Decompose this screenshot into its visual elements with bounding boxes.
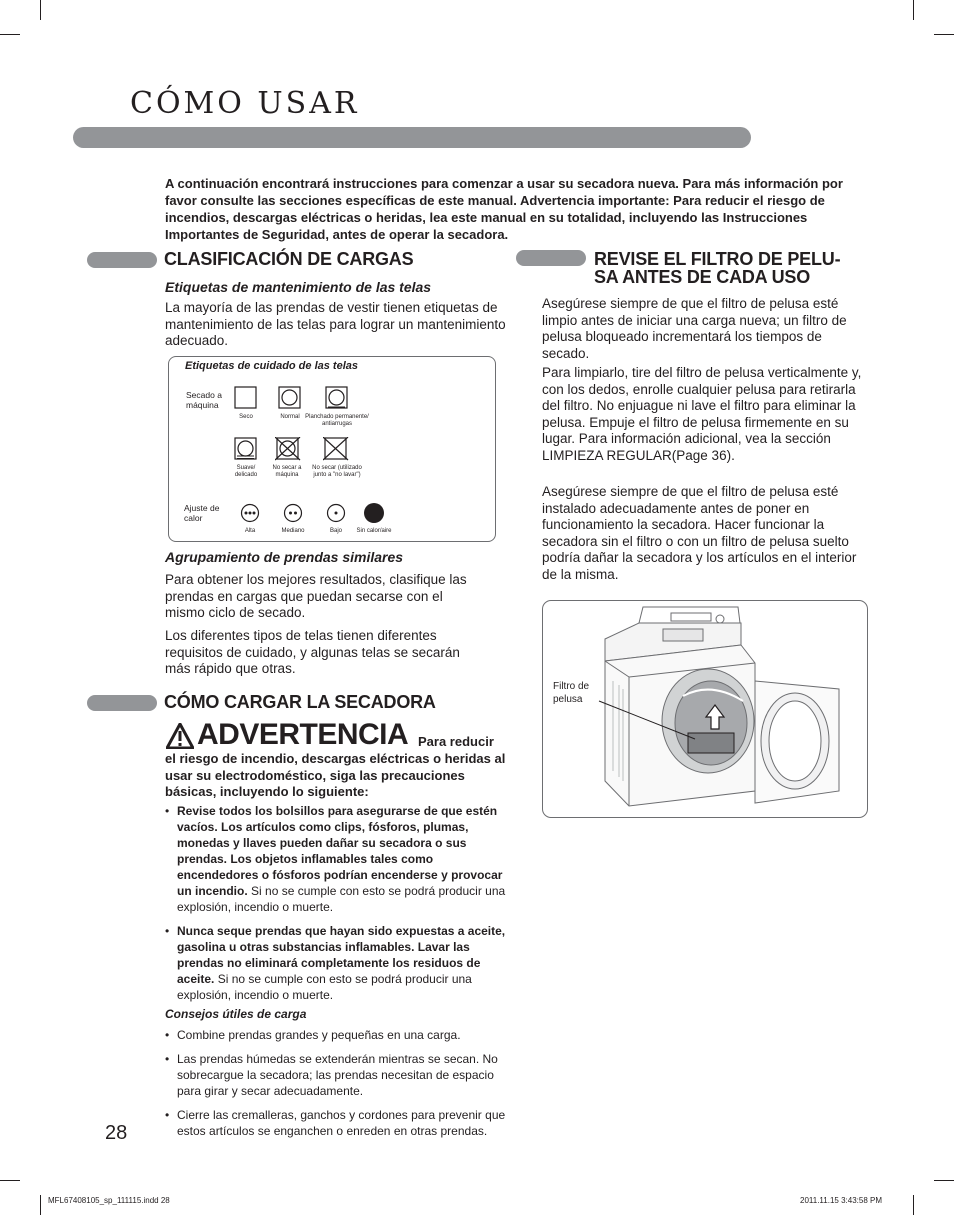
crop-mark bbox=[40, 0, 41, 20]
symbol-label: No secar (utilizado junto a "no lavar") bbox=[312, 465, 362, 478]
paragraph-tipos-telas: Los diferentes tipos de telas tienen diferentes requisitos de cuidado, y algunas telas se secarán más rápido que otras. bbox=[165, 628, 460, 676]
low-heat-icon bbox=[326, 503, 346, 523]
care-chart-title: Etiquetas de cuidado de las telas bbox=[185, 360, 358, 372]
bullet-bold: Nunca seque prendas que hayan sido expuestas a aceite, gasolina u otras substancias inflamables. Lavar las prendas no eliminará completamente los residuos de aceite. bbox=[177, 924, 506, 986]
dry-symbol-icon bbox=[234, 386, 258, 410]
symbol-label: Normal bbox=[280, 414, 300, 420]
paragraph-filtro-1: Asegúrese siempre de que el filtro de pelusa esté limpio antes de iniciar una carga nueva; un filtro de pelusa bloqueado incrementará los tiempos de secado. bbox=[542, 296, 847, 361]
warning-text: el riesgo de incendio, descargas eléctricas o heridas al usar su electrodoméstico, siga las precauciones básicas, incluyendo lo siguiente: bbox=[165, 751, 506, 799]
paragraph-filtro-3: Asegúrese siempre de que el filtro de pelusa esté instalado adecuadamente antes de poner en funcionamiento la secadora. Hacer funcionar la secadora sin el filtro o con un filtro de pelusa suelto podría dañar la secadora y los artículos en el interior de la misma. bbox=[542, 484, 857, 582]
crop-mark bbox=[934, 1180, 954, 1181]
list-item bbox=[165, 803, 510, 915]
dry-permanent-press-icon bbox=[325, 386, 349, 410]
symbol-label: Mediano bbox=[281, 528, 305, 534]
symbol-label: Alta bbox=[244, 528, 256, 534]
crop-mark bbox=[0, 34, 20, 35]
section-pill bbox=[516, 250, 586, 266]
list-item: • Cierre las cremalleras, ganchos y cordones para prevenir que estos artículos se enganchen o enreden en otras prendas. bbox=[165, 1107, 510, 1139]
dry-delicate-icon bbox=[234, 437, 258, 461]
heading-filtro bbox=[594, 250, 864, 286]
list-item bbox=[165, 923, 510, 1003]
high-heat-icon bbox=[240, 503, 260, 523]
page-number: 28 bbox=[105, 1122, 128, 1144]
crop-mark bbox=[40, 1195, 41, 1215]
medium-heat-icon bbox=[283, 503, 303, 523]
label-secado-maquina: Secado a máquina bbox=[186, 390, 222, 410]
subheading-etiquetas: Etiquetas de mantenimiento de las telas bbox=[165, 279, 432, 295]
warning-lead: Para reducir bbox=[418, 734, 494, 749]
list-item: • Las prendas húmedas se extenderán mientras se secan. No sobrecargue la secadora; las prendas necesitan de espacio para girar y secar adecuadamente. bbox=[165, 1051, 510, 1099]
symbol-label: Sin calor/aire bbox=[356, 528, 392, 534]
figure-label: Filtro de pelusa bbox=[553, 681, 590, 705]
paragraph-etiquetas: La mayoría de las prendas de vestir tienen etiquetas de mantenimiento de las telas para lograr un mantenimiento adecuado. bbox=[165, 300, 506, 348]
heading-filtro-line1: REVISE EL FILTRO DE PELU- bbox=[594, 249, 841, 269]
bullet-rest: Si no se cumple con esto se podrá producir una explosión, incendio o muerte. bbox=[177, 972, 472, 1002]
subheading-agrupamiento: Agrupamiento de prendas similares bbox=[165, 549, 404, 565]
section-pill bbox=[87, 252, 157, 268]
do-not-dry-icon bbox=[323, 437, 349, 461]
heading-clasificacion: CLASIFICACIÓN DE CARGAS bbox=[164, 249, 414, 269]
paragraph-agrupamiento: Para obtener los mejores resultados, clasifique las prendas en cargas que puedan secarse con el mismo ciclo de secado. bbox=[165, 572, 467, 620]
crop-mark bbox=[913, 1195, 914, 1215]
paragraph-filtro-2: Para limpiarlo, tire del filtro de pelusa verticalmente y, con los dedos, enrolle cualquier pelusa para retirarla del filtro. No enjuague ni lave el filtro para eliminar la pelusa. Empuje el filtro de pelusa firmemente en su lugar. Para información adicional, vea la sección LIMPIEZA REGULAR(Page 36). bbox=[542, 365, 862, 463]
warning-icon bbox=[166, 723, 194, 749]
dryer-illustration bbox=[543, 601, 867, 817]
footer-filename: MFL67408105_sp_111115.indd 28 bbox=[48, 1196, 170, 1205]
heading-filtro-line2: SA ANTES DE CADA USO bbox=[594, 267, 811, 287]
label-ajuste-calor: Ajuste de calor bbox=[184, 503, 220, 523]
tips-list bbox=[165, 1027, 510, 1147]
dryer-illustration-box bbox=[542, 600, 868, 818]
warning-word: ADVERTENCIA bbox=[197, 718, 409, 751]
dry-normal-icon bbox=[278, 386, 302, 410]
footer-date: 2011.11.15 3:43:58 PM bbox=[800, 1196, 882, 1205]
bullet-rest: Si no se cumple con esto se podrá producir una explosión, incendio o muerte. bbox=[177, 884, 506, 914]
crop-mark bbox=[913, 0, 914, 20]
page-title: CÓMO USAR bbox=[130, 86, 360, 121]
crop-mark bbox=[0, 1180, 20, 1181]
no-heat-icon bbox=[363, 502, 385, 524]
bullet-bold: Revise todos los bolsillos para asegurarse de que estén vacíos. Los artículos como clips, fósforos, plumas, monedas y llaves pueden dañar su secadora o sus prendas. Los objetos inflamables tales como encendedores o fósforos podrían encenderse y provocar un incendio. bbox=[177, 804, 503, 898]
warning-list bbox=[165, 803, 510, 1011]
intro-text: A continuación encontrará instrucciones para comenzar a usar su secadora nueva. Para más información por favor consulte las secciones específicas de este manual. Advertencia importante: Para reducir el riesgo de incendios, descargas eléctricas o heridas, lea este manual en su totalidad, incluyendo las Instrucciones Importantes de Seguridad, antes de operar la secadora. bbox=[165, 176, 843, 242]
section-pill bbox=[87, 695, 157, 711]
care-label-chart bbox=[168, 356, 496, 542]
symbol-label: Bajo bbox=[329, 528, 342, 534]
heading-cargar: CÓMO CARGAR LA SECADORA bbox=[164, 692, 436, 712]
symbol-label: Suave/ delicado bbox=[234, 465, 258, 478]
symbol-label: No secar a máquina bbox=[272, 465, 302, 478]
title-bar bbox=[73, 127, 751, 148]
crop-mark bbox=[934, 34, 954, 35]
do-not-tumble-dry-icon bbox=[275, 437, 301, 461]
tips-title: Consejos útiles de carga bbox=[165, 1007, 307, 1021]
symbol-label: Seco bbox=[239, 414, 253, 420]
symbol-label: Planchado permanente/ antiarrugas bbox=[305, 414, 369, 427]
list-item: • Combine prendas grandes y pequeñas en una carga. bbox=[165, 1027, 510, 1043]
